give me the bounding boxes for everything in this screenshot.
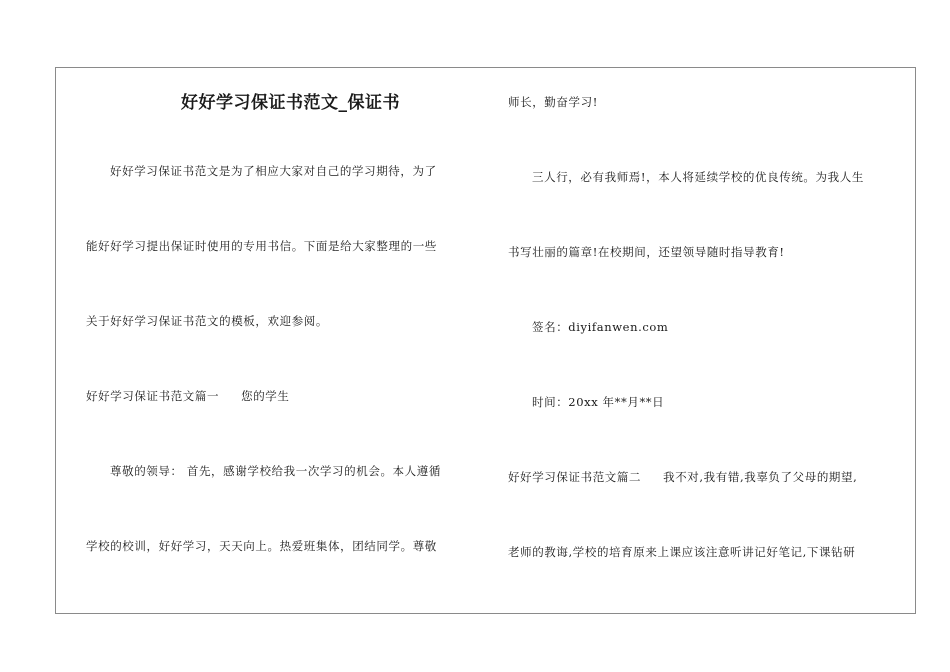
para-1-line-1: 尊敬的领导： 首先，感谢学校给我一次学习的机会。本人遵循 (110, 464, 441, 478)
intro-line-2: 能好好学习提出保证时使用的专用书信。下面是给大家整理的一些 (86, 239, 437, 253)
section-1-heading-line (86, 388, 290, 404)
signature-line: 签名：diyifanwen.com (532, 320, 669, 334)
date-line: 时间：20xx 年**月**日 (532, 395, 665, 409)
section-2-heading: 好好学习保证书范文篇二 (508, 470, 642, 484)
para-2-line-2: 书写壮丽的篇章!在校期间，还望领导随时指导教育! (508, 245, 785, 259)
section-1-subtitle: 您的学生 (241, 389, 290, 403)
para-2-line-1: 三人行，必有我师焉!，本人将延续学校的优良传统。为我人生 (532, 170, 864, 184)
section-2-heading-line (508, 469, 857, 485)
section-1-heading: 好好学习保证书范文篇一 (86, 389, 220, 403)
para-3-line-1: 老师的教诲,学校的培育原来上课应该注意听讲记好笔记,下课钻研 (508, 545, 856, 559)
page-title: 好好学习保证书范文_保证书 (181, 93, 400, 113)
continued-line: 师长，勤奋学习! (508, 95, 598, 109)
para-1-line-2: 学校的校训，好好学习，天天向上。热爱班集体，团结同学。尊敬 (86, 539, 437, 553)
document-page (55, 67, 916, 614)
section-2-subtitle: 我不对,我有错,我辜负了父母的期望, (663, 470, 858, 484)
intro-line-1: 好好学习保证书范文是为了相应大家对自己的学习期待，为了 (110, 164, 437, 178)
intro-line-3: 关于好好学习保证书范文的模板，欢迎参阅。 (86, 314, 328, 328)
